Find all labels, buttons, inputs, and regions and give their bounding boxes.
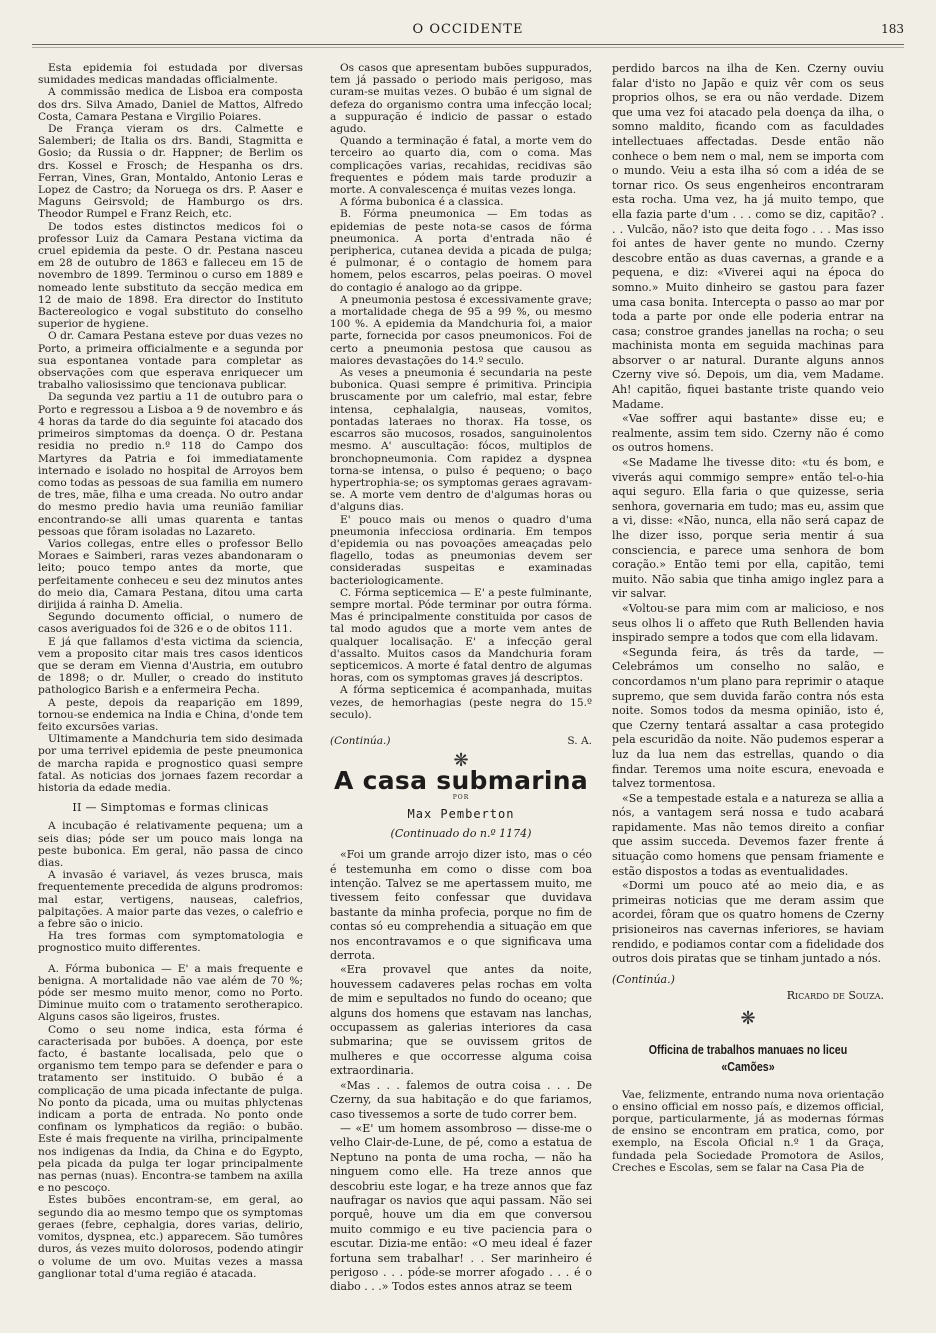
paragraph: Estes bubões encontram-se, em geral, ao segundo dia ao mesmo tempo que os symptomas geraes (febre, cephalgia, dores varias, delirio, vomitos, dyspnea, etc.) apparecem. São tumôres duros, ás vezes muito dolorosos, podendo atingir o volume de um ovo. Muitas vezes a massa ganglionar total d'uma região é atacada. bbox=[38, 1194, 303, 1280]
journal-title: O OCCIDENTE bbox=[412, 22, 524, 37]
paragraph: «Dormi um pouco até ao meio dia, e as primeiras noticias que me deram assim que acordei, fôram que os quatro homens de Czerny prisioneiros nas cavernas inferiores, se haviam rendido, e podiamos contar com a fidelidade dos outros dois piratas que se tinham juntado a nós. bbox=[612, 879, 884, 966]
office-heading-line-1: Officina de trabalhos manuaes no liceu bbox=[648, 1041, 848, 1057]
paragraph: A pneumonia pestosa é excessivamente grave; a mortalidade chega de 95 a 99 %, ou mesmo 100 %. A epidemia da Mandchuria foi, a maior parte, fornecida por casos pneumonicos. Foi de certo a pneumonia pestosa que causou as maiores devastações do 14.º seculo. bbox=[330, 293, 592, 367]
header-rule bbox=[32, 44, 904, 48]
paragraph: E' pouco mais ou menos o quadro d'uma pneumonia infecciosa ordinaria. Em tempos d'epidemia ou nas povoações ameaçadas pelo flagello, todas as pneumonias devem ser consideradas suspeitas e examinadas bacteriologicamente. bbox=[330, 513, 592, 587]
paragraph: Vae, felizmente, entrando numa nova orientação o ensino official em nosso país, e dizemos official, porque, particularmente, já as modernas fórmas de ensino se encontram em pratica, como, por exemplo, na Escola Oficial n.º 1 da Graça, fundada pela Sociedade Promotora de Asilos, Creches e Escolas, sem se falar na Casa Pia de bbox=[612, 1088, 884, 1174]
paragraph: De França vieram os drs. Calmette e Salemberi; de Italia os drs. Bandi, Stagmitta e Gosio; da Russia o dr. Happner; de Berlim os drs. Kossel e Frosch; de Hespanha os drs. Ferran, Vines, Gran, Montaldo, Antonio Leras e Lopez de Castro; da Noruega os drs. P. Aaser e Maguns Geirsvold; de Hamburgo os drs. Theodor Rumpel e Franz Reich, etc. bbox=[38, 123, 303, 221]
translator-name: Ricardo de Souza. bbox=[786, 989, 884, 1003]
story-signature bbox=[612, 973, 884, 988]
office-heading-line-2: «Camões» bbox=[721, 1058, 775, 1074]
story-author: Max Pemberton bbox=[407, 806, 515, 821]
paragraph: Da segunda vez partiu a 11 de outubro para o Porto e regressou a Lisboa a 9 de novembro e ás 4 horas da tarde do dia seguinte foi atacado dos primeiros simptomas da doença. O dr. Pestana residia no predio n.º 118 do Campo dos Martyres da Patria e foi immediatamente internado e isolado no hospital de Arroyos bem como todas as pessoas de sua familia em numero de tres, mãe, filha e uma creada. No outro andar do mesmo predio havia uma reunião familiar encontrando-se alli umas quarenta e tantas pessoas que fôram isoladas no Lazareto. bbox=[38, 391, 303, 538]
paragraph: Varios collegas, entre elles o professor Bello Moraes e Saimberi, raras vezes abandonaram o leito; pouco tempo antes da morte, que perfeitamente conheceu e seu dez minutos antes do meio dia, Camara Pestana, ditou uma carta dirijida á rainha D. Amelia. bbox=[38, 537, 303, 611]
paragraph: B. Fórma pneumonica — Em todas as epidemias de peste nota-se casos de fórma pneumonica. A porta d'entrada não é peripherica, cutanea devida a picada de pulga; é pulmonar, é o contagio de homem para homem, pelos escarros, pelas poeiras. O movel do contagio é analogo ao da grippe. bbox=[330, 208, 592, 294]
running-head bbox=[32, 22, 904, 42]
paragraph: A incubação é relativamente pequena; um a seis dias; póde ser um pouco mais longa na peste bubonica. Em geral, não passa de cinco dias. bbox=[38, 820, 303, 869]
paragraph: perdido barcos na ilha de Ken. Czerny ouviu falar d'isto no Japão e quiz vêr com os seus proprios olhos, se era ou não verdade. Dizem que uma vez foi atacado pela doença da ilha, o somno maldito, ficando com as faculdades intellectuaes affectadas. Desde então não conhece o bem nem o mal, nem se importa com o mundo. Veiu a esta ilha só com a idéa de se tornar rico. Os seus engenheiros encontraram esta rocha. Uma vez, ha já muito tempo, que ella fazia parte d'um . . . como se diz, capitão? . . . Vulcão, não? isto que deita fogo . . . Mas isso foi antes de haver gente no mundo. Czerny descobre então as duas cavernas, a grande e a pequena, e diz: «Viverei aqui na época do somno.» Muito dinheiro se gastou para fazer uma casa bonita. Intercepta o passo ao mar por toda a parte por onde elle poderia entrar na casa; constroe grandes janellas na rocha; o seu machinista monta em seguida machinas para absorver o ar natural. Durante alguns annos Czerny vive só. Depois, um dia, vem Madame. Ah! capitão, fiquei bastante triste quando veio Madame. bbox=[612, 62, 884, 411]
continua-note: (Continúa.) bbox=[330, 734, 391, 747]
paragraph: E já que fallamos d'esta victima da sciencia, vem a proposito citar mais tres casos identicos que se deram em Vienna d'Austria, em outubro de 1898; o dr. Muller, o creado do instituto pathologico Barish e a enfermeira Pecha. bbox=[38, 635, 303, 697]
continued-note: (Continuado do n.º 1174) bbox=[390, 826, 532, 840]
paragraph: A peste, depois da reaparição em 1899, tornou-se endemica na India e China, d'onde tem feito excursões varias. bbox=[38, 696, 303, 733]
page-number: 183 bbox=[881, 22, 904, 36]
paragraph: Esta epidemia foi estudada por diversas sumidades medicas mandadas officialmente. bbox=[38, 62, 303, 87]
paragraph: Quando a terminação é fatal, a morte vem do terceiro ao quarto dia, com o coma. Mas complicações varias, recahidas, recidivas são frequentes e pódem mais tarde produzir a morte. A convalescença é muitas vezes longa. bbox=[330, 135, 592, 197]
ornament-icon: ❋ bbox=[740, 1008, 756, 1029]
ornament-icon: ❋ bbox=[453, 750, 469, 772]
paragraph: A invasão é variavel, ás vezes brusca, mais frequentemente precedida de alguns prodromos: mal estar, vertigens, nauseas, calefrios, palpitações. A maior parte das vezes, o calefrio e a febre são o inicio. bbox=[38, 869, 303, 931]
paragraph: C. Fórma septicemica — E' a peste fulminante, sempre mortal. Póde terminar por outra fórma. Mas é principalmente constituida por casos de tal modo agudos que a morte vem antes de qualquer localisação. E' a infecção geral d'assalto. Muitos casos da Mandchuria foram septicemicos. A morte é fatal dentro de algumas horas, com os symptomas graves já descriptos. bbox=[330, 586, 592, 685]
paragraph: Segundo documento official, o numero de casos averiguados foi de 326 e o de obitos 111. bbox=[38, 611, 303, 636]
office-heading bbox=[636, 1041, 859, 1075]
paragraph: A fórma bubonica é a classica. bbox=[340, 196, 504, 209]
paragraph: O dr. Camara Pestana esteve por duas vezes no Porto, a primeira officialmente e a segunda por sua espontanea vontade para completar as observações com que esperava enriquecer um trabalho valiosissimo que tencionava publicar. bbox=[38, 330, 303, 392]
paragraph: «Era provavel que antes da noite, houvessem cadaveres pelas rochas em volta de mim e sepultados no fundo do oceano; que alguns dos homens que estavam nas lanchas, occupassem as galerias interiores da casa submarina; que se ouvissem gritos de mulheres e que occorresse alguma coisa extraordinaria. bbox=[330, 963, 592, 1078]
paragraph: «Mas . . . falemos de outra coisa . . . De Czerny, da sua habitação e do que fariamos, caso tivessemos a sorte de tudo correr bem. bbox=[330, 1078, 592, 1121]
paragraph: Ha tres formas com symptomatologia e prognostico muito differentes. bbox=[38, 930, 303, 955]
paragraph: «Voltou-se para mim com ar malicioso, e nos seus olhos li o affeto que Ruth Bellenden havia inspirado sempre a todos que com ella lidavam. bbox=[612, 601, 884, 645]
story-title: A casa submarina bbox=[333, 766, 589, 796]
paragraph: Os casos que apresentam bubões suppurados, tem já passado o periodo mais perigoso, mas curam-se muitas vezes. O bubão é um signal de defeza do organismo contra uma infecção local; a suppuração é indicio de passar o estado agudo. bbox=[330, 62, 592, 136]
paragraph: Ultimamente a Mandchuria tem sido desimada por uma terrivel epidemia de peste pneumonica de marcha rapida e prognostico quasi sempre fatal. As noticias dos jornaes fazem recordar a historia da edade media. bbox=[38, 733, 303, 794]
paragraph: A fórma septicemica é acompanhada, muitas vezes, de hemorhagias (peste negra do 15.º seculo). bbox=[330, 684, 592, 721]
paragraph: A. Fórma bubonica — E' a mais frequente e benigna. A mortalidade não vae além de 70 %; póde ser mesmo muito menor, como no Porto. Diminue muito com o tratamento serotherapico. Alguns casos são ligeiros, frustes. bbox=[38, 962, 303, 1024]
column-3 bbox=[612, 62, 884, 1174]
section-heading: II — Simptomas e formas clinicas bbox=[72, 801, 269, 815]
column-1 bbox=[38, 62, 303, 1280]
paragraph: «Segunda feira, ás três da tarde, — Celebrámos um conselho no salão, e concordamos n'um plano para reprimir o ataque supremo, que sem duvida farão contra nós esta noite. Somos todos da mesma opinião, isto é, que Czerny tentará assaltar a casa protegido pela escuridão da noite. Não pudemos esperar a luz da lua nem das estrellas, quando o dia findar. Teremos uma noite escura, enevoada e talvez tormentosa. bbox=[612, 645, 884, 791]
story-text bbox=[330, 848, 592, 1295]
paragraph: — «E' um homem assombroso — disse-me o velho Clair-de-Lune, de pé, como a estatua de Neptuno na ponta de uma rocha, — não ha ninguem como elle. Ha treze annos que descobriu este logar, e ha treze annos que faz naufragar os navios que aqui passam. Não sei porquê, houve um dia em que conversou muito commigo e eu tive paciencia para o escutar. Dizia-me então: «O meu ideal é fazer fortuna sem trabalhar! . . Ser marinheiro é perigoso . . . póde-se morrer afogado . . . é o diabo . . .» Todos estes annos atraz se teem bbox=[330, 1121, 592, 1294]
story-by: POR bbox=[452, 793, 470, 801]
paragraph: «Vae soffrer aqui bastante» disse eu; e realmente, assim tem sido. Czerny não é como os outros homens. bbox=[612, 412, 884, 455]
paragraph: Como o seu nome indica, esta fórma é caracterisada por bubões. A doença, por este facto, é bastante localisada, pelo que o organismo tem tempo para se defender e para o tratamento ser instituido. O bubão é a complicação de uma picada infectante de pulga. No ponto da picada, uma ou muitas phlyctenas indicam a porta de entrada. No ponto onde confinam os lymphaticos da região: o bubão. Este é mais frequente na virilha, principalmente nos indigenas da India, da China e do Egypto, pela picada da pulga ter logar principalmente nas pernas (nuas). Encontra-se tambem na axilla e no pescoço. bbox=[38, 1023, 303, 1195]
paragraph: As veses a pneumonia é secundaria na peste bubonica. Quasi sempre é primitiva. Principia bruscamente por um calefrio, mal estar, febre intensa, cephalalgia, nauseas, vomitos, pontadas lateraes no thorax. Ha tosse, os escarros são mucosos, rosados, sanguinolentos mesmo. A' auscultação: fócos, multiplos de bronchopneumonia. Com rapidez a dyspnea torna-se intensa, o pulso é pequeno; o baço hypertrophia-se; os symptomas geraes agravam-se. A morte vem dentro de d'algumas horas ou d'alguns dias. bbox=[330, 367, 592, 514]
column-2 bbox=[330, 62, 592, 1295]
paragraph: A commissão medica de Lisboa era composta dos drs. Silva Amado, Daniel de Mattos, Alfredo Costa, Camara Pestana e Virgilio Poiares. bbox=[38, 86, 303, 123]
paragraph: «Se a tempestade estala e a natureza se allia a nós, a vantagem será nossa e tudo acabará rapidamente. Mas não temos direito a confiar que assim succeda. Devemos fazer frente á situação como homens que pensam friamente e estão dispostos a todas as eventualidades. bbox=[612, 791, 884, 878]
paragraph: «Foi um grande arrojo dizer isto, mas o céo é testemunha em como o disse com boa intenção. Talvez se me apertassem muito, me tivessem feito confessar que duvidava bastante da minha profecia, porque no fim de contas só eu comprehendia a situação em que nos encontravamos e o que significava uma derrota. bbox=[330, 848, 592, 963]
office-text bbox=[612, 1089, 884, 1174]
paragraph: «Se Madame lhe tivesse dito: «tu és bom, e viverás aqui commigo sempre» então tel-o-hia aqui seguro. Ella faria o que quizesse, seria senhora, governaria em tudo; mas eu, assim que a vi, disse: «Não, nunca, ella não será capaz de lhe dizer isso, porque seria mentir á sua consciencia, e parece uma senhora de bom coração.» Então temi por ella, capitão, temi muito. Não sabia que tinha amigo inglez para a vir salvar. bbox=[612, 456, 884, 601]
continua-note: (Continúa.) bbox=[612, 972, 675, 986]
author-initials: S. A. bbox=[567, 734, 592, 747]
paragraph: De todos estes distinctos medicos foi o professor Luiz da Camara Pestana victima da cruel epidemia da peste. O dr. Pestana nasceu em 28 de outubro de 1863 e falleceu em 15 de novembro de 1899. Terminou o curso em 1889 e nomeado lente substituto da secção medica em 12 de maio de 1898. Era director do Instituto Bactereologico e vogal substituto do conselho superior de hygiene. bbox=[38, 220, 303, 331]
article-signature bbox=[330, 735, 592, 747]
